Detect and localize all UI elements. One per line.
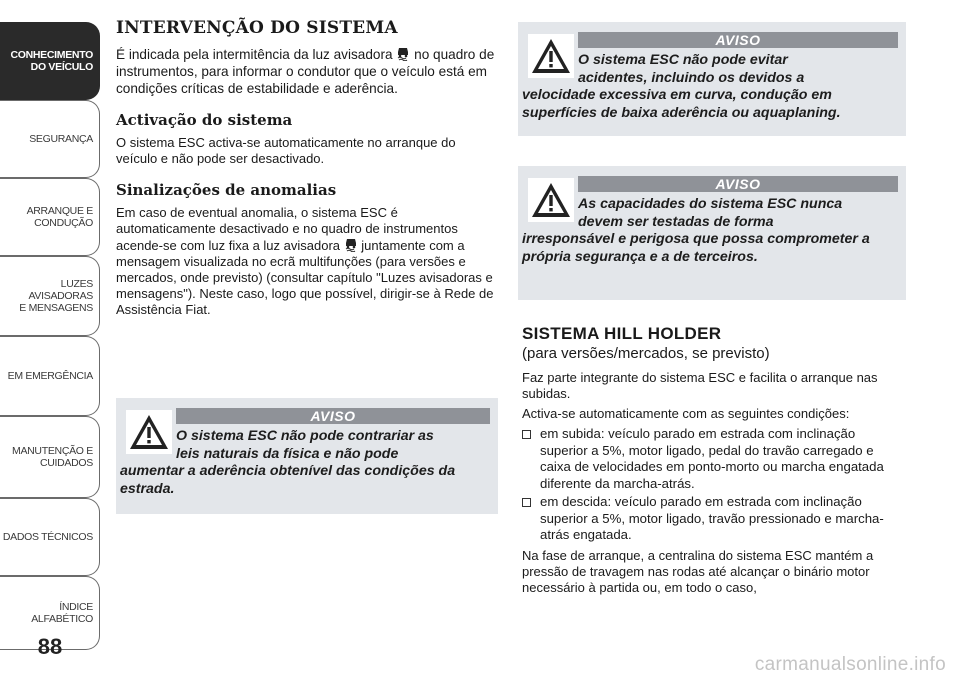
warning-line-2: leis naturais da física e não pode: [176, 445, 399, 462]
tab-indice-alfabetico[interactable]: ÍNDICE ALFABÉTICO: [0, 576, 100, 650]
warning-box-right-2: [518, 166, 906, 300]
anomalies-text-a: Em caso de eventual anomalia, o sistema ESC é automaticamente desactivado e no quadro de instrumentos acende-se com luz fixa a luz avisadora: [116, 205, 458, 253]
intervention-text-b: no quadro de instrumentos, para informar o condutor que o veículo está em condições críticas de estabilidade e aderência.: [116, 47, 495, 96]
tab-seguranca[interactable]: SEGURANÇA: [0, 100, 100, 178]
warning-line-2: devem ser testadas de forma: [578, 213, 774, 230]
warning-box-right-1: [518, 22, 906, 136]
warning-label: AVISO: [578, 32, 898, 48]
warning-rest: irresponsável e perigosa que possa comprometer a própria segurança e a de terceiros.: [522, 231, 870, 265]
conditions-list: [522, 426, 906, 544]
hill-holder-title: SISTEMA HILL HOLDER: [522, 324, 722, 343]
left-column: [116, 18, 496, 318]
condition-item: em descida: veículo parado em estrada com inclinação superior a 5%, motor ligado, travão pressionado e marcha-atrás engatada.: [522, 494, 906, 544]
section-title: INTERVENÇÃO DO SISTEMA: [116, 18, 398, 38]
tab-luzes-avisadoras[interactable]: LUZES AVISADORAS E MENSAGENS: [0, 256, 100, 336]
activation-text: O sistema ESC activa-se automaticamente no arranque do veículo e não pode ser desactivado.: [116, 135, 456, 166]
warning-line-1: O sistema ESC não pode contrariar as: [176, 428, 434, 444]
warning-text: [522, 196, 898, 266]
warning-label: AVISO: [176, 408, 490, 424]
tab-manutencao-e-cuidados[interactable]: MANUTENÇÃO E CUIDADOS: [0, 416, 100, 498]
hill-holder-closing: Na fase de arranque, a centralina do sistema ESC mantém a pressão de travagem nas rodas até alcançar o binário motor necessário à partida ou, em todo o caso,: [522, 547, 874, 595]
tab-arranque-e-conducao[interactable]: ARRANQUE E CONDUÇÃO: [0, 178, 100, 256]
hill-holder-intro: Faz parte integrante do sistema ESC e facilita o arranque nas subidas.: [522, 370, 878, 401]
page-number: 88: [37, 634, 63, 659]
warning-label: AVISO: [578, 176, 898, 192]
tab-em-emergencia[interactable]: EM EMERGÊNCIA: [0, 336, 100, 416]
anomalies-heading: Sinalizações de anomalias: [116, 181, 337, 199]
condition-item: em subida: veículo parado em estrada com inclinação superior a 5%, motor ligado, pedal do travão carregado e caixa de velocidades em ponto-morto ou marcha engatada diferente da marcha-atrás.: [522, 426, 906, 492]
warning-line-1: O sistema ESC não pode evitar: [578, 52, 788, 68]
hill-holder-section: [522, 324, 906, 596]
hill-holder-activation: Activa-se automaticamente com as seguintes condições:: [522, 406, 850, 421]
watermark: carmanualsonline.info: [754, 654, 946, 675]
esc-warning-lamp-icon: [396, 46, 410, 61]
warning-line-1: As capacidades do sistema ESC nunca: [578, 196, 843, 212]
warning-line-2: acidentes, incluindo os devidos a: [578, 69, 805, 86]
intervention-paragraph: [116, 46, 496, 97]
warning-triangle-icon: [126, 410, 172, 454]
warning-text: [522, 52, 898, 122]
warning-rest: velocidade excessiva em curva, condução em superfícies de baixa aderência ou aquaplaning.: [522, 87, 841, 121]
tab-conhecimento-do-veiculo[interactable]: CONHECIMENTO DO VEÍCULO: [0, 22, 100, 100]
warning-triangle-icon: [528, 34, 574, 78]
intervention-text-a: É indicada pela intermitência da luz avisadora: [116, 47, 393, 62]
anomalies-paragraph: [116, 205, 496, 318]
anomalies-text-b: juntamente com a mensagem visualizada no ecrã multifunções (para versões e mercados, onde previsto) (consultar capítulo "Luzes avisadoras e mensagens"). Neste caso, logo que possível, dirigir-se à Rede de Assistência Fiat.: [116, 238, 494, 317]
esc-warning-lamp-icon: [344, 237, 358, 252]
hill-holder-subtitle: (para versões/mercados, se previsto): [522, 345, 770, 362]
warning-triangle-icon: [528, 178, 574, 222]
activation-heading: Activação do sistema: [116, 111, 293, 129]
warning-rest: aumentar a aderência obtenível das condições da estrada.: [120, 463, 456, 497]
warning-text: [120, 428, 490, 498]
tab-dados-tecnicos[interactable]: DADOS TÉCNICOS: [0, 498, 100, 576]
warning-box-left: [116, 398, 498, 514]
